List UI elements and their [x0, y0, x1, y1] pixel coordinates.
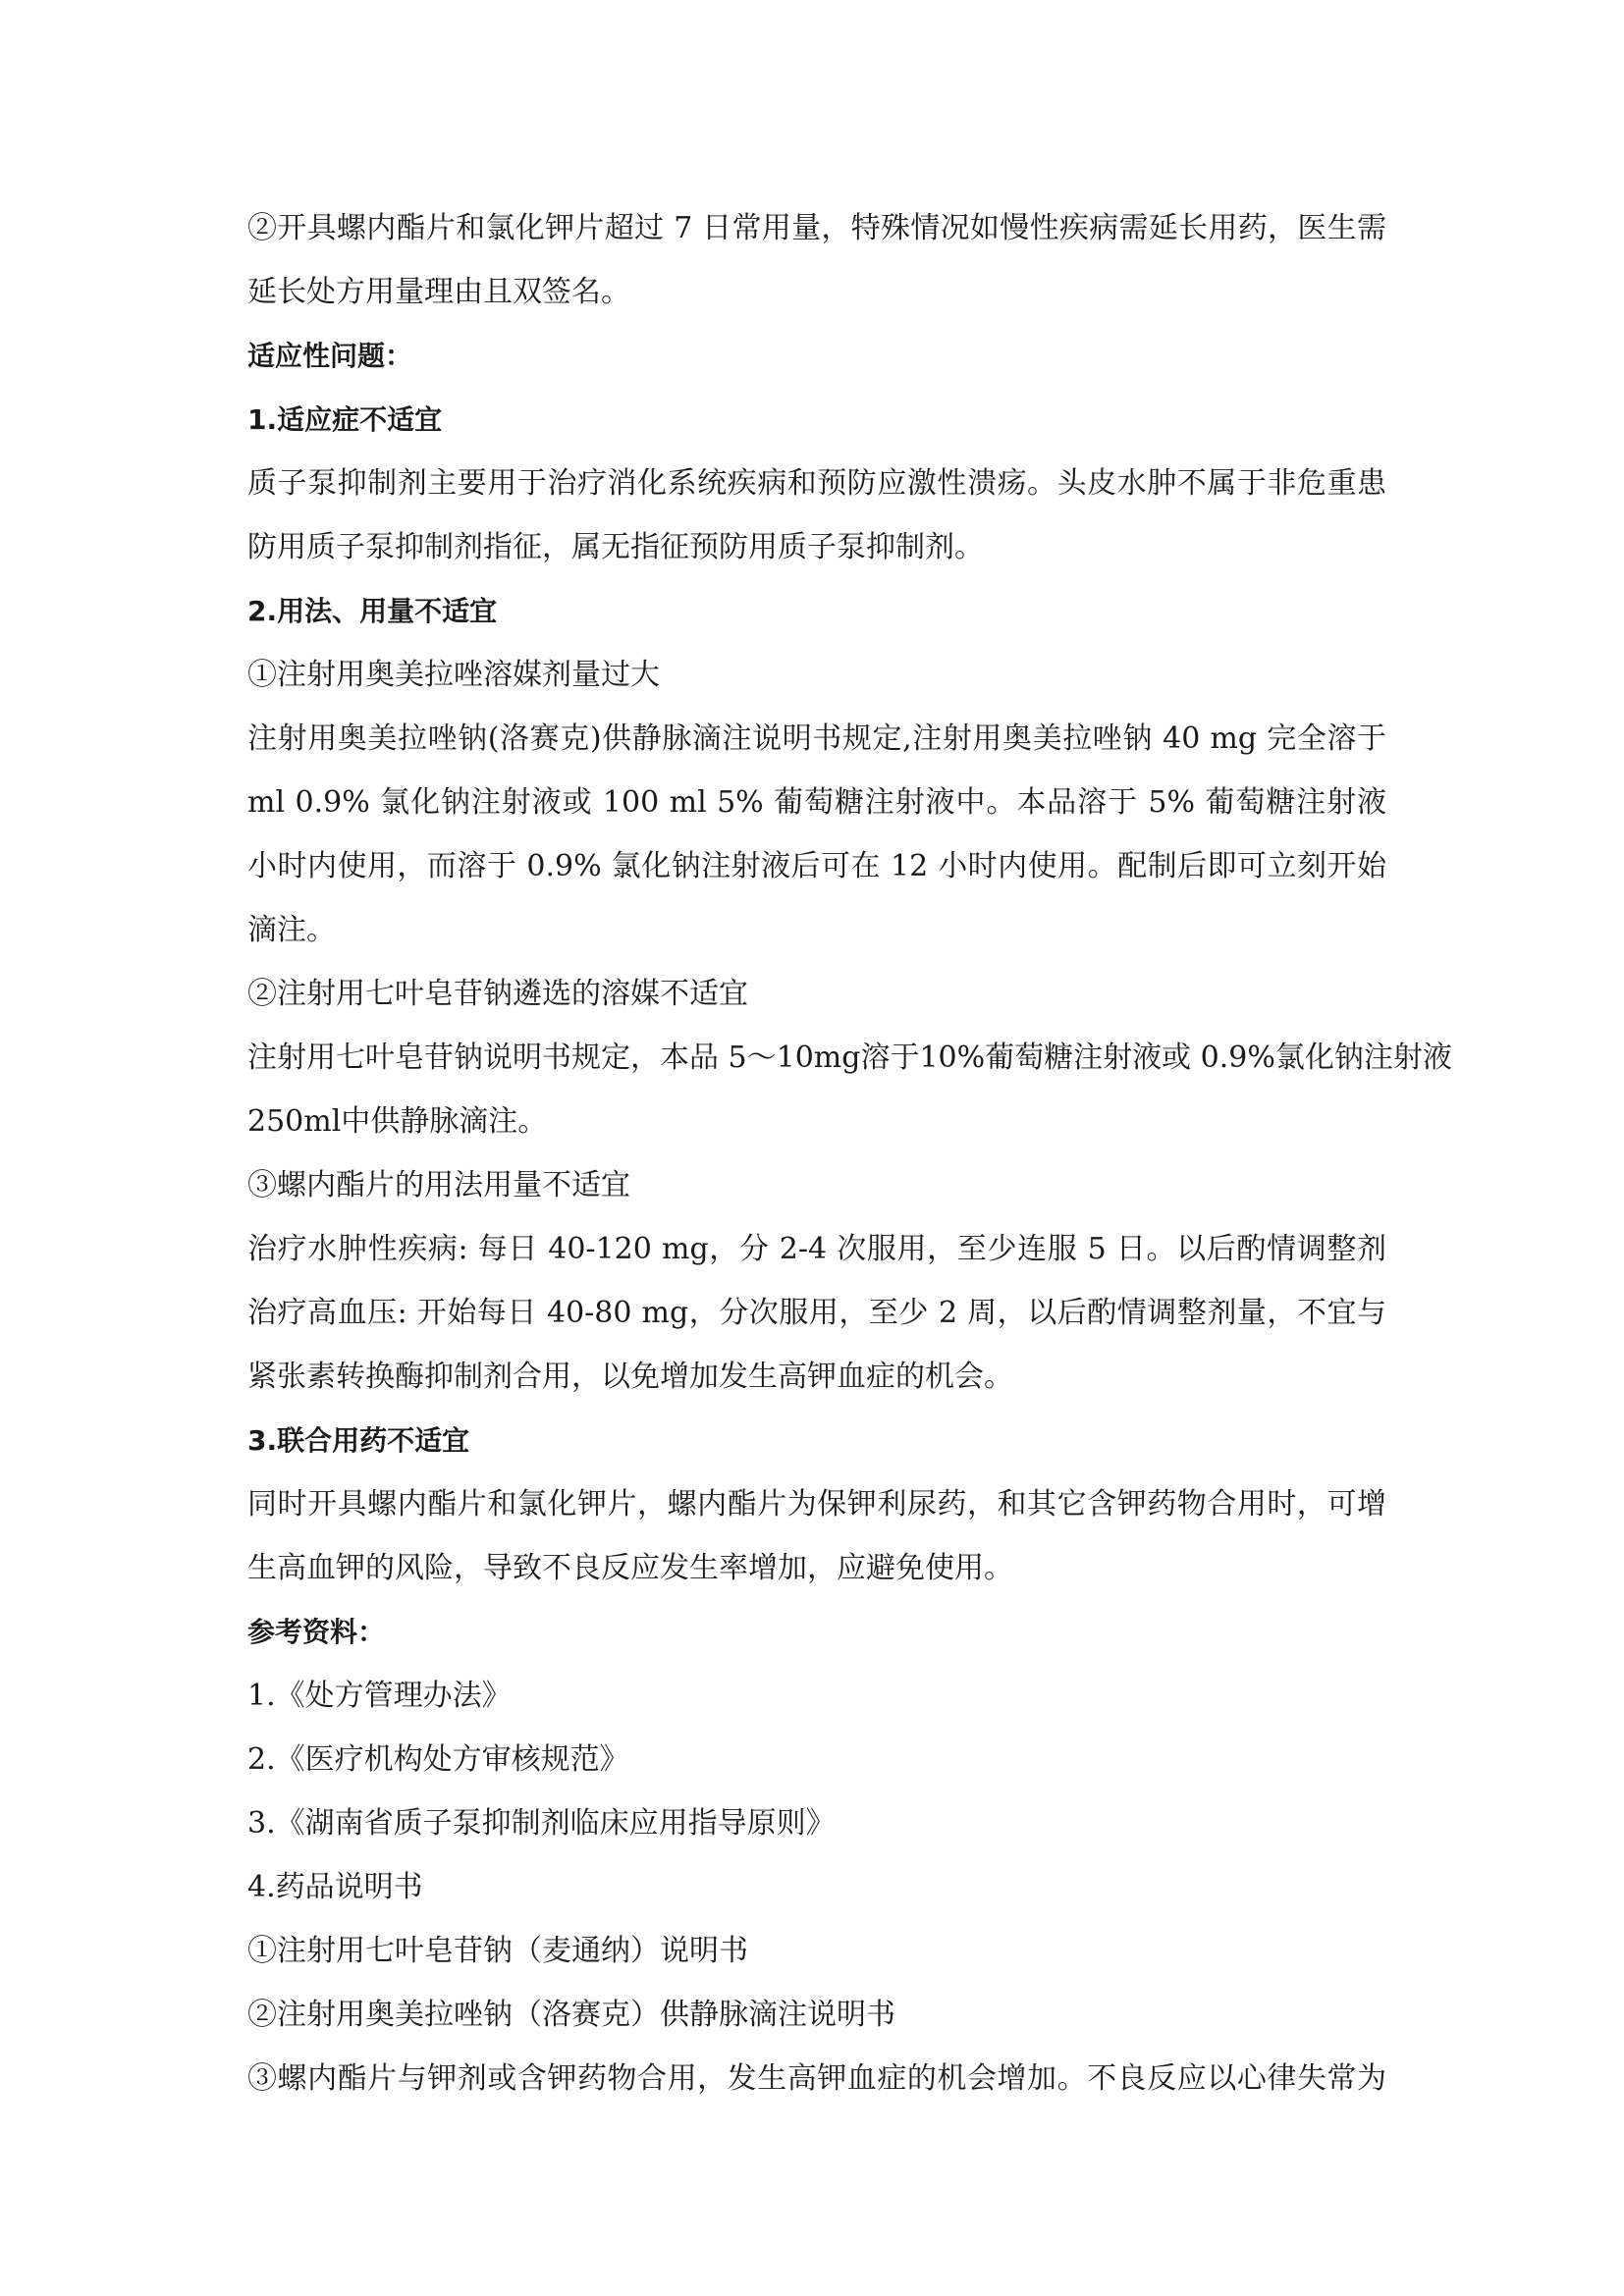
- paragraph-line: 防用质子泵抑制剂指征，属无指征预防用质子泵抑制剂。: [247, 530, 984, 564]
- paragraph-line: 同时开具螺内酯片和氯化钾片，螺内酯片为保钾利尿药，和其它含钾药物合用时，可增: [247, 1487, 1386, 1522]
- paragraph-line: 紧张素转换酶抑制剂合用，以免增加发生高钾血症的机会。: [247, 1360, 1013, 1394]
- section-heading: 适应性问题：: [247, 340, 413, 372]
- item-heading: ①注射用奥美拉唑溶媒剂量过大: [247, 658, 660, 692]
- reference-item: 4.药品说明书: [247, 1870, 423, 1904]
- subsection-heading: 2.用法、用量不适宜: [247, 595, 498, 627]
- reference-subitem: ②注射用奥美拉唑钠（洛赛克）供静脉滴注说明书: [247, 1998, 895, 2032]
- item-heading: ②注射用七叶皂苷钠遴选的溶媒不适宜: [247, 977, 748, 1011]
- paragraph-line: 质子泵抑制剂主要用于治疗消化系统疾病和预防应激性溃疡。头皮水肿不属于非危重患: [247, 466, 1386, 501]
- section-heading: 参考资料：: [247, 1616, 386, 1648]
- paragraph-line: ml 0.9% 氯化钠注射液或 100 ml 5% 葡萄糖注射液中。本品溶于 5% 葡萄糖注射液: [247, 785, 1386, 820]
- reference-subitem: ①注射用七叶皂苷钠（麦通纳）说明书: [247, 1934, 748, 1968]
- paragraph-line: ②开具螺内酯片和氯化钾片超过 7 日常用量，特殊情况如慢性疾病需延长用药，医生需: [247, 211, 1386, 245]
- reference-item: 2.《医疗机构处方审核规范》: [247, 1742, 629, 1777]
- paragraph-line: 注射用七叶皂苷钠说明书规定，本品 5～10mg溶于10%葡萄糖注射液或 0.9%氯化钠注射液: [247, 1041, 1452, 1075]
- reference-item: 3.《湖南省质子泵抑制剂临床应用指导原则》: [247, 1806, 836, 1841]
- paragraph-line: 250ml中供静脉滴注。: [247, 1104, 548, 1139]
- paragraph-line: 滴注。: [247, 913, 336, 947]
- reference-subitem: ③螺内酯片与钾剂或含钾药物合用，发生高钾血症的机会增加。不良反应以心律失常为: [247, 2061, 1386, 2096]
- subsection-heading: 3.联合用药不适宜: [247, 1424, 470, 1457]
- paragraph-line: 小时内使用，而溶于 0.9% 氯化钠注射液后可在 12 小时内使用。配制后即可立刻开始: [247, 849, 1386, 883]
- item-heading: ③螺内酯片的用法用量不适宜: [247, 1168, 630, 1202]
- subsection-heading: 1.适应症不适宜: [247, 403, 443, 436]
- paragraph-line: 生高血钾的风险，导致不良反应发生率增加，应避免使用。: [247, 1551, 1013, 1585]
- reference-item: 1.《处方管理办法》: [247, 1679, 512, 1713]
- paragraph-line: 延长处方用量理由且双签名。: [247, 275, 630, 309]
- paragraph-line: 治疗水肿性疾病: 每日 40-120 mg，分 2-4 次服用，至少连服 5 日。以后酌情调整剂: [247, 1232, 1386, 1266]
- document-body: [247, 196, 1452, 2110]
- paragraph-line: 注射用奥美拉唑钠(洛赛克)供静脉滴注说明书规定,注射用奥美拉唑钠 40 mg 完全溶于: [247, 721, 1386, 756]
- paragraph-line: 治疗高血压: 开始每日 40-80 mg，分次服用，至少 2 周，以后酌情调整剂量，不宜与: [247, 1296, 1386, 1330]
